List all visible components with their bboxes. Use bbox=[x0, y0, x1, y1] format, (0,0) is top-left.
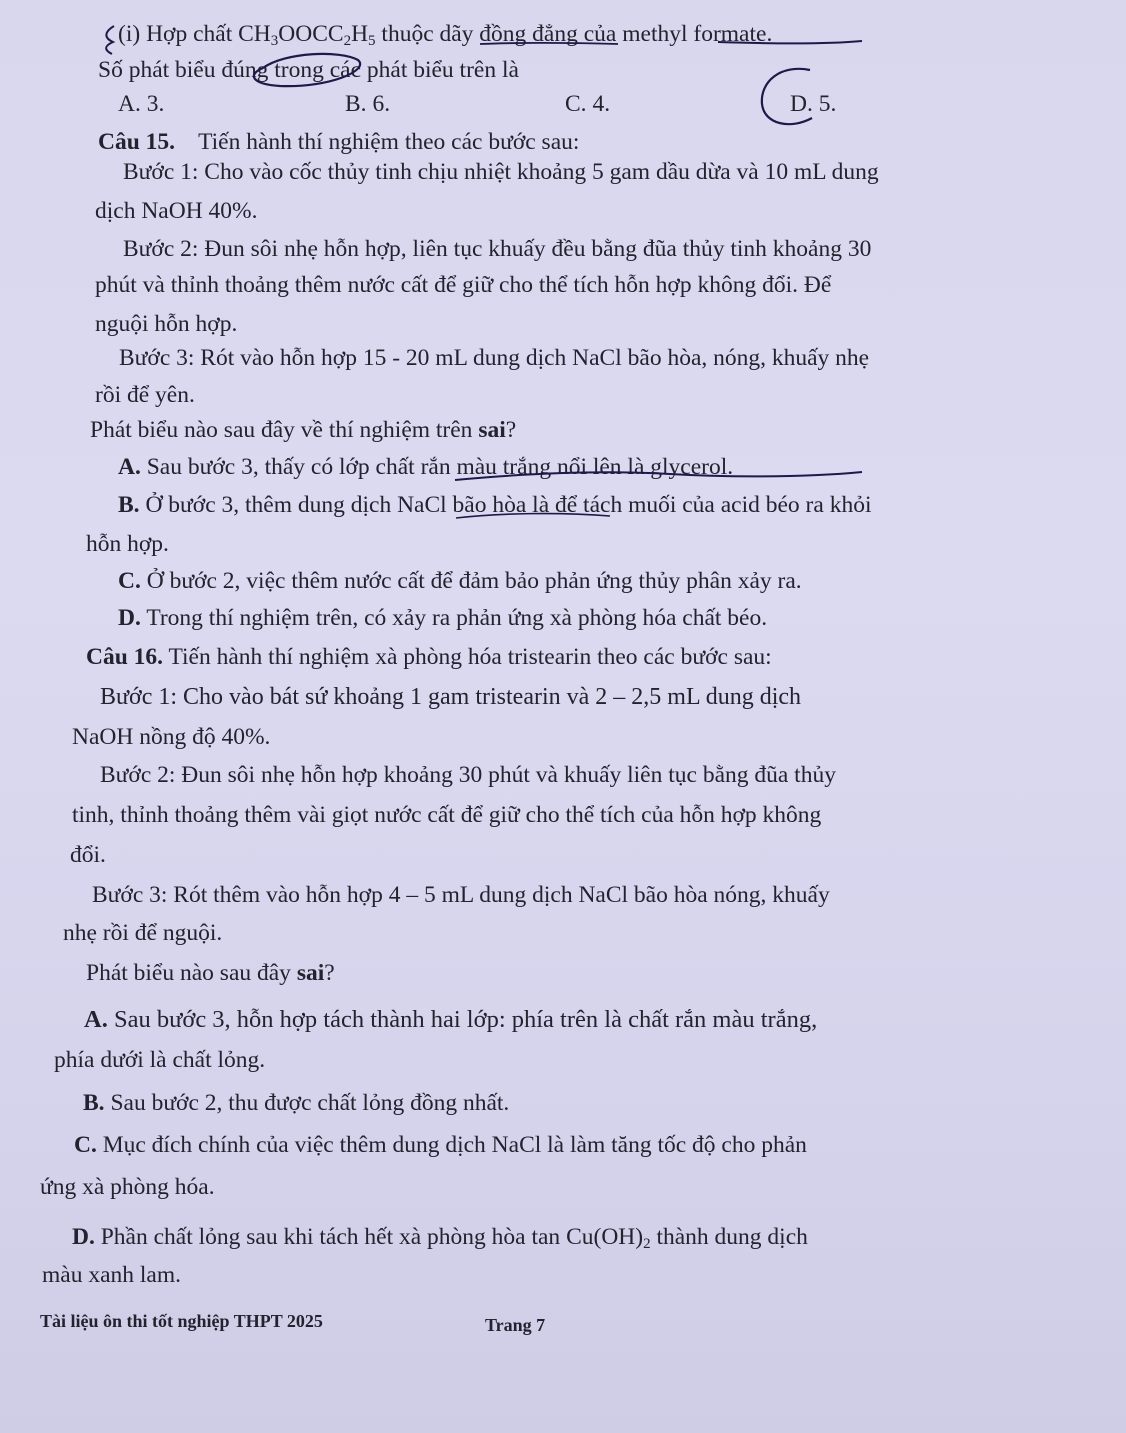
q16-option-d: D. Phần chất lỏng sau khi tách hết xà phòng hòa $\tan Cu(OH)_2$ thành dung dịch bbox=[72, 1224, 808, 1252]
footer-page-number: Trang 7 bbox=[485, 1315, 546, 1335]
q15-step1-line1: Bước 1: Cho vào cốc thủy tinh chịu nhiệt khoảng 5 gam dầu dừa và 10 mL dung bbox=[123, 159, 879, 185]
q16-title: Câu 16. bbox=[86, 644, 164, 670]
q16-step1-line2: NaOH nồng độ 40%. bbox=[72, 724, 271, 750]
prev-question-stem: Số phát biểu đúng trong các phát biểu trên là bbox=[98, 57, 519, 83]
q15-option-b-line2: hỗn hợp. bbox=[86, 531, 169, 557]
q16-option-a-line2: phía dưới là chất lỏng. bbox=[54, 1047, 266, 1073]
q15-step2-line2: phút và thỉnh thoảng thêm nước cất để giữ cho thể tích hỗn hợp không đổi. Để bbox=[95, 272, 832, 298]
q16-step3-line2: nhẹ rồi để nguội. bbox=[63, 920, 223, 946]
prev-option-d: D. 5. bbox=[790, 91, 837, 117]
q16-option-c: C. Mục đích chính của việc thêm dung dịch NaCl là làm tăng tốc độ cho phản bbox=[74, 1132, 807, 1158]
q15-title: Câu 15. bbox=[98, 129, 176, 155]
pen-bracket-mark bbox=[106, 26, 114, 54]
prev-option-a: A. 3. bbox=[118, 91, 165, 117]
q16-option-a: A. Sau bước 3, hỗn hợp tách thành hai lớp: phía trên là chất rắn màu trắng, bbox=[84, 1006, 818, 1033]
footer-title: Tài liệu ôn thi tốt nghiệp THPT 2025 bbox=[40, 1311, 323, 1331]
q15-step1-line2: dịch NaOH 40%. bbox=[95, 198, 258, 224]
q16-step2-line2: tinh, thỉnh thoảng thêm vài giọt nước cất để giữ cho thể tích của hỗn hợp không bbox=[72, 802, 822, 828]
q16-step2-line1: Bước 2: Đun sôi nhẹ hỗn hợp khoảng 30 phút và khuấy liên tục bằng đũa thủy bbox=[100, 762, 836, 788]
formula-copper-hydroxide: $Cu(OH)_2$ bbox=[566, 1224, 651, 1252]
prev-item-i: (i) Hợp chất $CH_3OOCC_2H_5$ thuộc dãy đồng đẳng của methyl formate. bbox=[118, 21, 773, 49]
prev-option-c: C. 4. bbox=[565, 91, 611, 117]
q16-option-d-line2: màu xanh lam. bbox=[42, 1262, 182, 1288]
q16-question: Phát biểu nào sau đây sai? bbox=[86, 960, 335, 986]
q15-step3-line1: Bước 3: Rót vào hỗn hợp 15 - 20 mL dung dịch NaCl bão hòa, nóng, khuấy nhẹ bbox=[119, 345, 870, 371]
q16-option-c-line2: ứng xà phòng hóa. bbox=[40, 1174, 215, 1200]
q15-step2-line1: Bước 2: Đun sôi nhẹ hỗn hợp, liên tục khuấy đều bằng đũa thủy tinh khoảng 30 bbox=[123, 236, 872, 262]
prev-option-b: B. 6. bbox=[345, 91, 391, 117]
q16-step1-line1: Bước 1: Cho vào bát sứ khoảng 1 gam tristearin và 2 – 2,5 mL dung dịch bbox=[100, 684, 802, 710]
q15-option-a: A. Sau bước 3, thấy có lớp chất rắn màu trắng nổi lên là glycerol. bbox=[118, 454, 734, 480]
q15-step2-line3: nguội hỗn hợp. bbox=[95, 311, 238, 337]
q16-step3-line1: Bước 3: Rót thêm vào hỗn hợp 4 – 5 mL dung dịch NaCl bão hòa nóng, khuấy bbox=[92, 882, 830, 908]
q15-option-b: B. Ở bước 3, thêm dung dịch NaCl bão hòa là để tách muối của acid béo ra khỏi bbox=[118, 492, 872, 518]
q16-header: Câu 16. Tiến hành thí nghiệm xà phòng hóa tristearin theo các bước sau: bbox=[86, 644, 772, 670]
q15-step3-line2: rồi để yên. bbox=[95, 382, 195, 408]
formula-ester: $CH_3OOCC_2H_5$ bbox=[238, 21, 376, 49]
q15-question: Phát biểu nào sau đây về thí nghiệm trên sai? bbox=[90, 417, 517, 443]
q15-header: Câu 15. Tiến hành thí nghiệm theo các bước sau: bbox=[98, 129, 580, 155]
q15-option-c: C. Ở bước 2, việc thêm nước cất để đảm bảo phản ứng thủy phân xảy ra. bbox=[118, 568, 802, 594]
q15-option-d: D. Trong thí nghiệm trên, có xảy ra phản ứng xà phòng hóa chất béo. bbox=[118, 605, 768, 631]
q16-step2-line3: đổi. bbox=[70, 842, 106, 868]
q16-option-b: B. Sau bước 2, thu được chất lỏng đồng nhất. bbox=[83, 1090, 510, 1116]
